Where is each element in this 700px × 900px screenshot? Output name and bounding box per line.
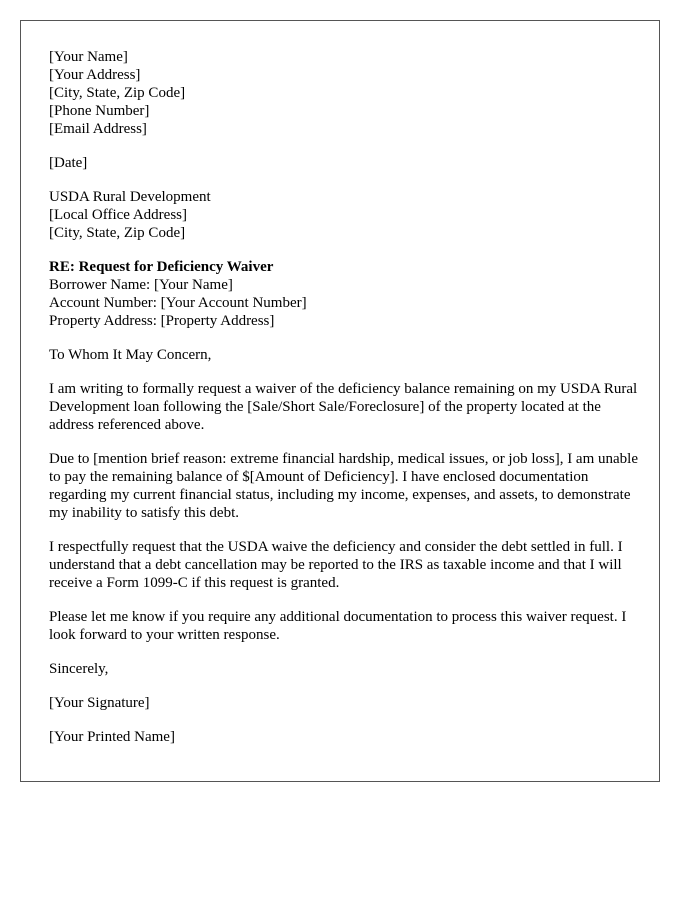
recipient-block bbox=[49, 188, 639, 242]
re-account-number: Account Number: [Your Account Number] bbox=[49, 295, 307, 311]
recipient-city-state-zip: [City, State, Zip Code] bbox=[49, 225, 186, 241]
sender-city-state-zip: [City, State, Zip Code] bbox=[49, 85, 186, 101]
sender-email: [Email Address] bbox=[49, 121, 147, 137]
salutation-block bbox=[49, 346, 639, 364]
re-property-address: Property Address: [Property Address] bbox=[49, 313, 275, 329]
signature-block bbox=[49, 694, 639, 712]
re-block bbox=[49, 258, 639, 330]
letter-body bbox=[49, 48, 639, 762]
sender-phone: [Phone Number] bbox=[49, 103, 150, 119]
letter-date: [Date] bbox=[49, 155, 88, 171]
printed-name-block bbox=[49, 728, 639, 746]
date-block bbox=[49, 154, 639, 172]
paragraph-hardship: Due to [mention brief reason: extreme financial hardship, medical issues, or job loss], I am unable to pay the remaining balance of $[Amount of Deficiency]. I have enclosed documentation regarding my current financial status, including my income, expenses, and assets, to demonstrate my inability to satisfy this debt. bbox=[49, 451, 638, 521]
sender-name: [Your Name] bbox=[49, 49, 128, 65]
signature-placeholder: [Your Signature] bbox=[49, 695, 150, 711]
recipient-office-address: [Local Office Address] bbox=[49, 207, 188, 223]
paragraph-request: I am writing to formally request a waiver of the deficiency balance remaining on my USDA Rural Development loan following the [Sale/Short Sale/Foreclosure] of the property located at the address referenced above. bbox=[49, 381, 638, 433]
sender-address: [Your Address] bbox=[49, 67, 141, 83]
paragraph-follow-up: Please let me know if you require any additional documentation to process this waiver request. I look forward to your written response. bbox=[49, 609, 627, 643]
closing: Sincerely, bbox=[49, 661, 109, 677]
recipient-org: USDA Rural Development bbox=[49, 189, 211, 205]
printed-name: [Your Printed Name] bbox=[49, 729, 175, 745]
paragraph-waiver-terms: I respectfully request that the USDA waive the deficiency and consider the debt settled in full. I understand that a debt cancellation may be reported to the IRS as taxable income and that I will receive a Form 1099-C if this request is granted. bbox=[49, 539, 623, 591]
sender-block bbox=[49, 48, 639, 138]
re-subject: RE: Request for Deficiency Waiver bbox=[49, 259, 274, 275]
re-borrower-name: Borrower Name: [Your Name] bbox=[49, 277, 233, 293]
closing-block bbox=[49, 660, 639, 678]
salutation: To Whom It May Concern, bbox=[49, 347, 212, 363]
